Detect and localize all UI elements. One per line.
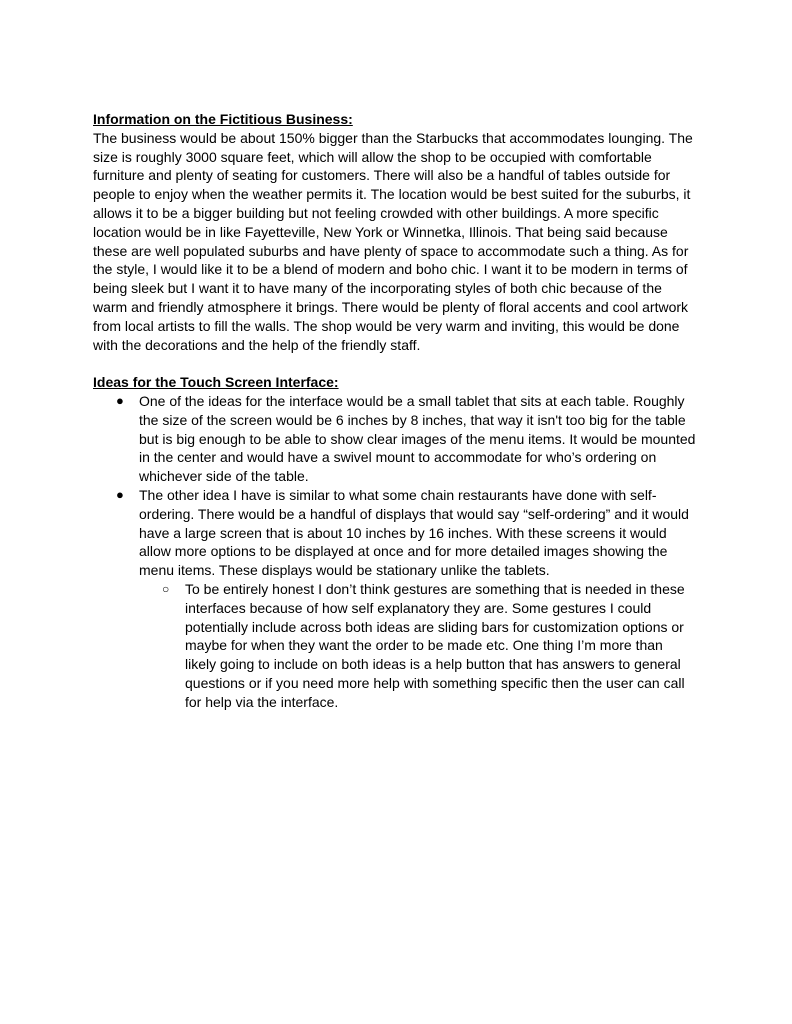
list-item (93, 392, 697, 486)
bullet-icon: ● (116, 486, 124, 502)
sub-list-item-text: To be entirely honest I don’t think gestures are something that is needed in these interfaces because of how self explanatory they are. Some gestures I could potentially include across both ideas are sliding bars for customization options or maybe for when they want the order to be made etc. One thing I’m more than likely going to include on both ideas is a help button that has answers to general questions or if you need more help with something specific then the user can call for help via the interface. (185, 580, 685, 710)
section-heading-business: Information on the Fictitious Business: (93, 111, 353, 127)
document-page (93, 110, 697, 712)
sub-list (139, 580, 697, 712)
hollow-bullet-icon: ○ (162, 581, 170, 596)
list-item-text: The other idea I have is similar to what some chain restaurants have done with self-ordering. There would be a handful of displays that would say “self-ordering” and it would have a large screen that is about 10 inches by 16 inches. With these screens it would allow more options to be displayed at once and for more detailed images showing the menu items. These displays would be stationary unlike the tablets. (139, 486, 689, 579)
interface-ideas-list (93, 392, 697, 712)
sub-list-item (139, 580, 697, 712)
paragraph-gap (93, 354, 697, 373)
section-heading-interface: Ideas for the Touch Screen Interface: (93, 374, 339, 391)
bullet-icon: ● (116, 392, 124, 408)
business-description-paragraph: The business would be about 150% bigger than the Starbucks that accommodates lounging. The size is roughly 3000 square feet, which will allow the shop to be occupied with comfortable furniture and plenty of seating for customers. There will also be a handful of tables outside for people to enjoy when the weather permits it. The location would be best suited for the suburbs, it allows it to be a bigger building but not feeling crowded with other buildings. A more specific location would be in like Fayetteville, New York or Winnetka, Illinois. That being said because these are well populated suburbs and have plenty of space to accommodate such a thing. As for the style, I would like it to be a blend of modern and boho chic. I want it to be modern in terms of being sleek but I want it to have many of the incorporating styles of both chic because of the warm and friendly atmosphere it brings. There would be plenty of floral accents and cool artwork from local artists to fill the walls. The shop would be very warm and inviting, this would be done with the decorations and the help of the friendly staff. (93, 129, 693, 353)
list-item (93, 486, 697, 712)
list-item-text: One of the ideas for the interface would be a small tablet that sits at each table. Roughly the size of the screen would be 6 inches by 8 inches, that way it isn't too big for the table but is big enough to be able to show clear images of the menu items. It would be mounted in the center and would have a swivel mount to accommodate for who’s ordering on whichever side of the table. (139, 392, 696, 485)
